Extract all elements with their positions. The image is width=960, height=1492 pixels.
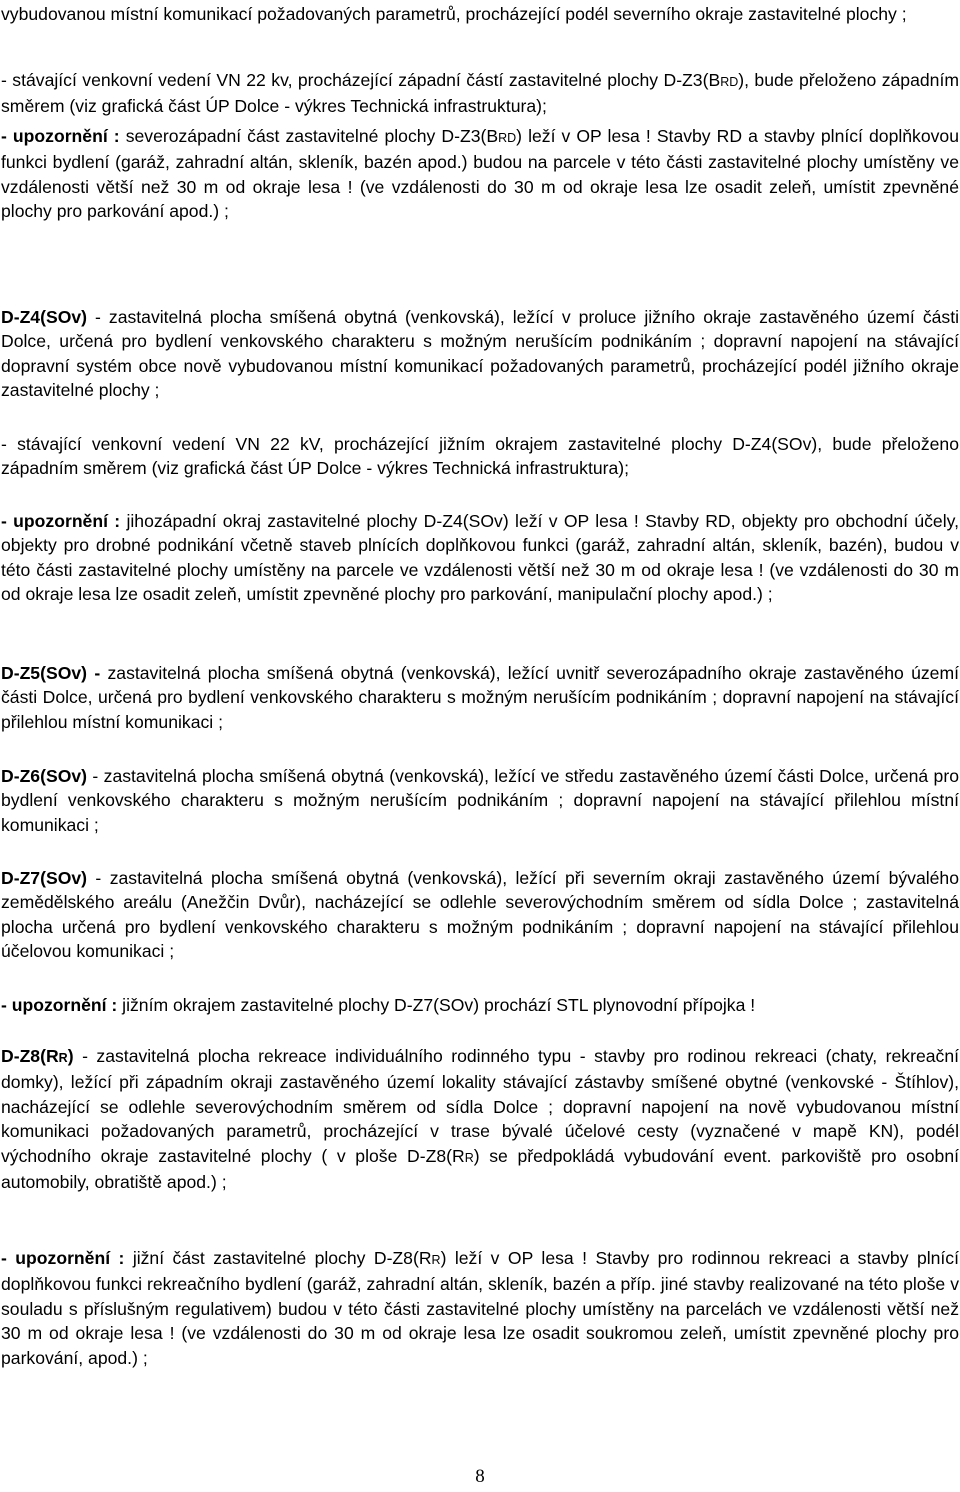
paragraph-text: ), bude přeloženo západním směrem (viz grafická část ÚP Dolce - výkres Technická infrastruktura);: [1, 70, 959, 117]
paragraph-d-z4-warning: [1, 509, 959, 607]
subscript-code: RD: [498, 131, 517, 145]
area-code-label: D-Z4(SOv): [1, 307, 88, 327]
area-code-label: D-Z6(SOv): [1, 766, 88, 786]
paragraph-text: - zastavitelná plocha smíšená obytná (venkovská), ležící při severním okraji zastavěného území bývalého zemědělského areálu (Anežčin Dvůr), nacházející se odlehle severovýchodním směrem od sídla Dolce ; zastavitelná plocha určená pro bydlení venkovského charakteru s možným podnikáním ; dopravní napojení na stávající přilehlou účelovou komunikaci ;: [1, 868, 959, 962]
paragraph-text: - zastavitelná plocha rekreace individuálního rodinného typu - stavby pro rodinou rekreaci (chaty, rekreační domky), ležící při západním okraji zastavěného území lokality stávající zástavby smíšené obytné (venkovské - Štíhlov), nacházející se odlehle severovýchodním směrem od sídla Dolce ; dopravní napojení na nově vybudovanou místní komunikaci požadovaných parametrů, procházející v trase bývalé účelové cesty (vyznačené v mapě KN), podél východního okraje zastavitelné plochy ( v ploše D-Z8(R: [1, 1046, 959, 1166]
warning-label: - upozornění :: [1, 511, 121, 531]
paragraph-text: jihozápadní okraj zastavitelné plochy D-Z4(SOv) leží v OP lesa ! Stavby RD, objekty pro obchodní účely, objekty pro drobné podnikání včetně staveb plnících doplňkovou funkci (garáž, zahradní altán, skleník, bazén), budou v této části zastavitelné plochy umístěny na parcele ve vzdálenosti větší než 30 m od okraje lesa ! (ve vzdálenosti do 30 m od okraje lesa lze osadit zeleň, umístit zpevněné plochy pro parkování, manipulační plochy apod.) ;: [1, 511, 960, 605]
warning-label: - upozornění :: [1, 1248, 125, 1268]
paragraph-text: - zastavitelná plocha smíšená obytná (venkovská), ležící v proluce jižního okraje zastavěného území části Dolce, určená pro bydlení venkovského charakteru s možným nerušícím podnikáním ; dopravní napojení na stávající dopravní systém obce nově vybudovanou místní komunikací požadovaných parametrů, procházející podél jižního okraje zastavitelné plochy ;: [1, 307, 959, 401]
paragraph-d-z7-warning: [1, 993, 959, 1017]
paragraph-text: ) leží v OP lesa ! Stavby pro rodinnou rekreaci a stavby plnící doplňkovou funkci rekreačního bydlení (garáž, zahradní altán, skleník, bazén a příp. jiné stavby realizované na této ploše v souladu s příslušným regulativem) budou v této části zastavitelné plochy umístěny na parcelách ve vzdálenosti větší než 30 m od okraje lesa ! (ve vzdálenosti do 30 m od okraje lesa lze osadit soukromou zeleň, umístit zpevněné plochy pro parkování, apod.) ;: [1, 1248, 959, 1368]
paragraph-text: jižním okrajem zastavitelné plochy D-Z7(SOv) prochází STL plynovodní přípojka !: [117, 995, 756, 1015]
area-code-text: D-Z8(R: [1, 1046, 59, 1066]
warning-label: - upozornění :: [1, 126, 120, 146]
subscript-code: R: [431, 1253, 441, 1267]
subscript-code: R: [464, 1150, 474, 1165]
paragraph-d-z5: [1, 661, 959, 734]
paragraph-d-z7: [1, 866, 959, 964]
paragraph-d-z3-warning: [1, 124, 959, 224]
paragraph-d-z3-access: [1, 2, 959, 26]
subscript-code: RD: [720, 75, 739, 89]
paragraph-text: ) se předpokládá vybudování event. parkoviště pro osobní automobily, obratiště apod.) ;: [1, 1145, 959, 1193]
paragraph-text: vybudovanou místní komunikací požadovaných parametrů, procházející podél severního okraje zastavitelné plochy ;: [1, 4, 907, 24]
subscript-code: R: [58, 1051, 68, 1065]
warning-label: - upozornění :: [1, 995, 118, 1015]
paragraph-d-z8: [1, 1044, 959, 1194]
paragraph-text: jižní část zastavitelné plochy D-Z8(R: [124, 1248, 432, 1268]
paragraph-text: zastavitelná plocha smíšená obytná (venkovská), ležící uvnitř severozápadního okraje zastavěného území části Dolce, určená pro bydlení venkovského charakteru s možným nerušícím podnikáním ; dopravní napojení na stávající přilehlou místní komunikaci ;: [1, 663, 959, 732]
area-code-label: [1, 1046, 74, 1066]
paragraph-d-z6: [1, 764, 959, 837]
paragraph-text: - stávající venkovní vedení VN 22 kV, procházející jižním okrajem zastavitelné plochy D-Z4(SOv), bude přeloženo západním směrem (viz grafická část ÚP Dolce - výkres Technická infrastruktura);: [1, 434, 959, 479]
paragraph-text: - zastavitelná plocha smíšená obytná (venkovská), ležící ve středu zastavěného území části Dolce, určená pro bydlení venkovského charakteru s možným nerušícím podnikáním ; dopravní napojení na stávající přilehlou místní komunikaci ;: [1, 766, 959, 835]
page-number: 8: [475, 1466, 485, 1487]
area-code-label: D-Z5(SOv) -: [1, 663, 101, 683]
paragraph-text: severozápadní část zastavitelné plochy D-Z3(B: [119, 126, 499, 146]
paragraph-d-z3-power-line: [1, 68, 959, 119]
paragraph-d-z4: [1, 305, 959, 403]
paragraph-text: ) leží v OP lesa ! Stavby RD a stavby plnící doplňkovou funkci bydlení (garáž, zahradní altán, skleník, bazén apod.) budou na parcele v této části zastavitelné plochy umístěny ve vzdálenosti větší než 30 m od okraje lesa ! (ve vzdálenosti do 30 m od okraje lesa lze osadit zeleň, umístit zpevněné plochy pro parkování apod.) ;: [1, 126, 959, 222]
area-code-text: ): [67, 1046, 74, 1066]
paragraph-d-z4-power-line: [1, 432, 959, 481]
paragraph-d-z8-warning: [1, 1246, 959, 1370]
paragraph-text: - stávající venkovní vedení VN 22 kv, procházející západní částí zastavitelné plochy D-Z3(B: [1, 70, 721, 90]
area-code-label: D-Z7(SOv): [1, 868, 88, 888]
